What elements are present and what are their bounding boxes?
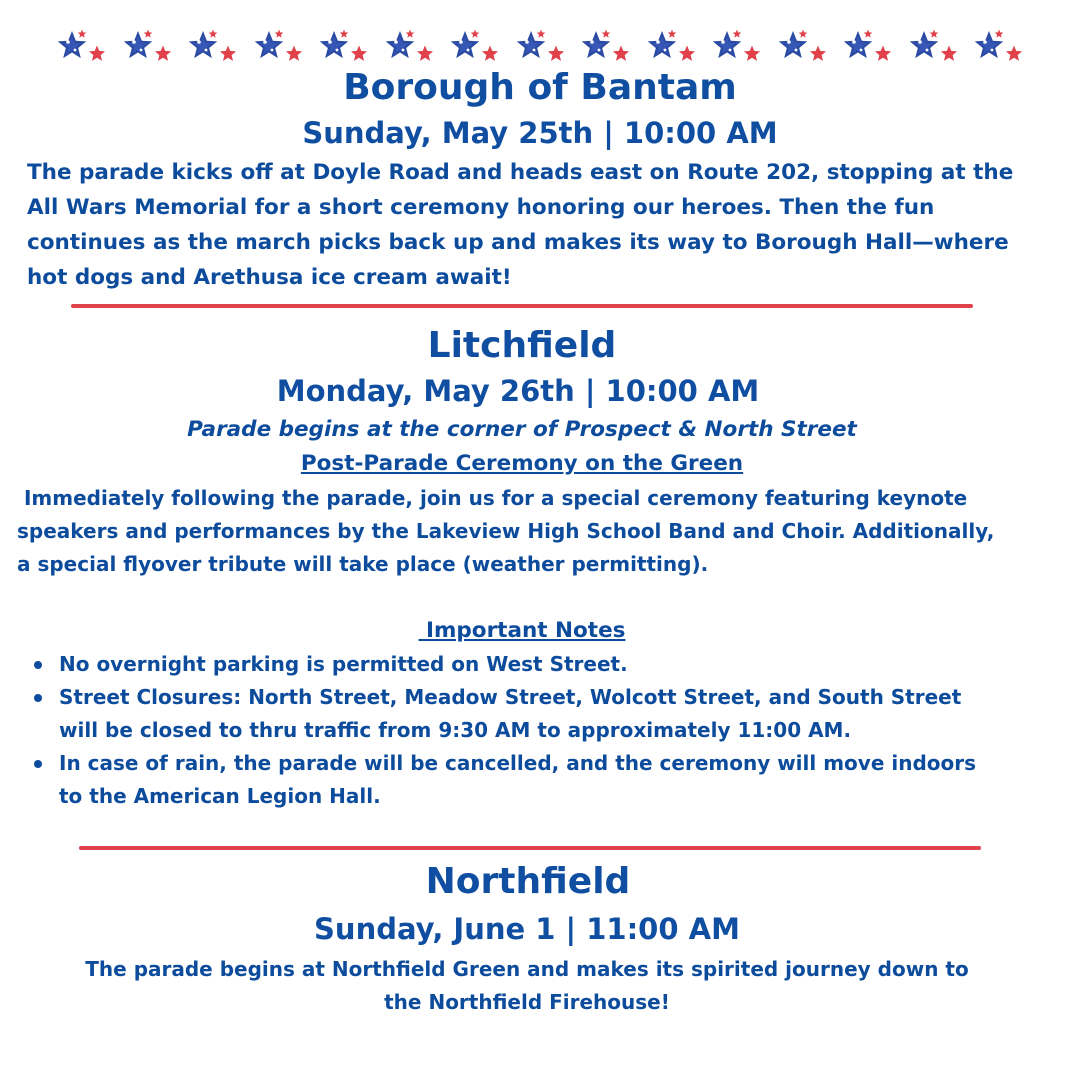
bantam-description-line: All Wars Memorial for a short ceremony honoring our heroes. Then the fun (27, 195, 935, 220)
northfield-description (0, 953, 1067, 1019)
patriotic-stars-icon (576, 24, 642, 68)
important-notes-heading: Important Notes (418, 618, 626, 643)
patriotic-stars-icon (511, 24, 577, 68)
bantam-description-line: continues as the march picks back up and makes its way to Borough Hall—where (27, 230, 1009, 255)
patriotic-stars-icon (52, 24, 118, 68)
note-line: Street Closures: North Street, Meadow Street, Wolcott Street, and South Street (59, 685, 962, 709)
patriotic-stars-icon (445, 24, 511, 68)
note-line: to the American Legion Hall. (59, 784, 381, 808)
patriotic-stars-icon (183, 24, 249, 68)
patriotic-stars-icon (969, 24, 1035, 68)
patriotic-stars-icon (249, 24, 315, 68)
patriotic-stars-icon (838, 24, 904, 68)
note-line: In case of rain, the parade will be cancelled, and the ceremony will move indoors (59, 751, 977, 775)
litchfield-ceremony-heading: Post-Parade Ceremony on the Green (300, 451, 744, 476)
northfield-title: Northfield (425, 861, 631, 902)
northfield-date: Sunday, June 1 | 11:00 AM (314, 912, 740, 946)
litchfield-ceremony-text (17, 482, 1067, 581)
litchfield-title: Litchfield (427, 325, 617, 366)
northfield-description-line: the Northfield Firehouse! (384, 990, 670, 1014)
section-divider (71, 304, 973, 308)
patriotic-stars-icon (642, 24, 708, 68)
ceremony-line: a special flyover tribute will take place (weather permitting). (17, 552, 709, 576)
important-notes-list (19, 648, 1059, 813)
bantam-date: Sunday, May 25th | 10:00 AM (302, 116, 778, 150)
northfield-description-line: The parade begins at Northfield Green and makes its spirited journey down to (85, 957, 969, 981)
patriotic-stars-icon (118, 24, 184, 68)
patriotic-stars-icon (773, 24, 839, 68)
patriotic-stars-icon (707, 24, 773, 68)
litchfield-start-note: Parade begins at the corner of Prospect & North Street (187, 417, 857, 442)
litchfield-date: Monday, May 26th | 10:00 AM (276, 374, 760, 408)
note-item (19, 648, 1059, 681)
star-border (52, 24, 1052, 68)
bantam-title: Borough of Bantam (343, 67, 737, 108)
note-item (19, 681, 1059, 747)
ceremony-line: Immediately following the parade, join us for a special ceremony featuring keynote (17, 486, 968, 510)
section-divider (79, 846, 981, 850)
patriotic-stars-icon (314, 24, 380, 68)
patriotic-stars-icon (380, 24, 446, 68)
patriotic-stars-icon (904, 24, 970, 68)
bantam-description (27, 155, 1057, 295)
note-line: No overnight parking is permitted on West Street. (59, 652, 628, 676)
ceremony-line: speakers and performances by the Lakeview High School Band and Choir. Additionally, (17, 519, 995, 543)
bantam-description-line: The parade kicks off at Doyle Road and heads east on Route 202, stopping at the (27, 160, 1014, 185)
note-line: will be closed to thru traffic from 9:30 AM to approximately 11:00 AM. (59, 718, 852, 742)
note-item (19, 747, 1059, 813)
bantam-description-line: hot dogs and Arethusa ice cream await! (27, 265, 512, 290)
